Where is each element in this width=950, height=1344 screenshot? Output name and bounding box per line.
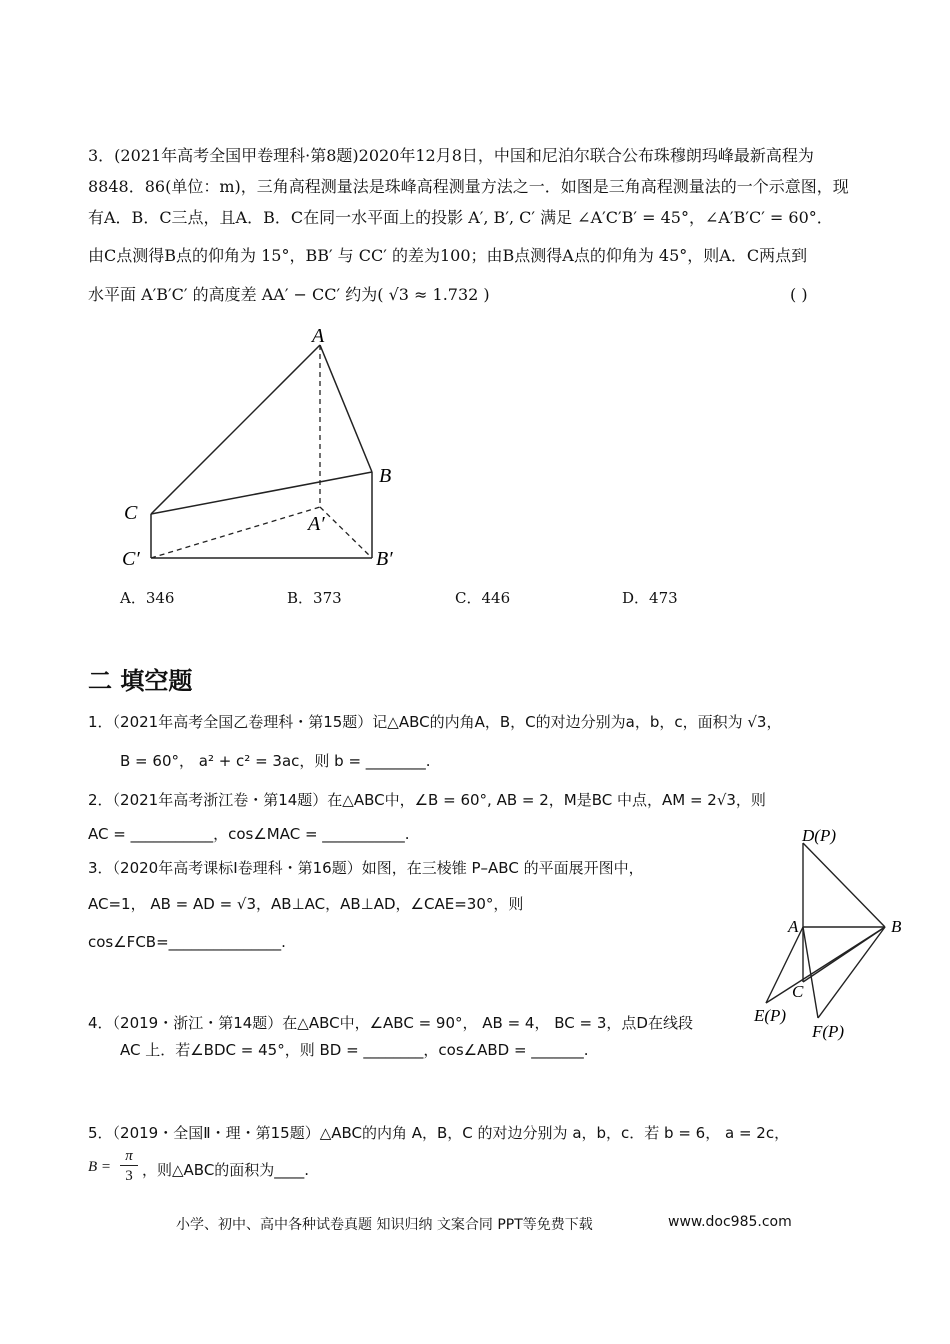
edge-A1-B1-dashed <box>320 507 372 558</box>
label-B-prime: B′ <box>376 548 393 570</box>
q5-tail: ，则△ABC的面积为____. <box>142 1161 310 1179</box>
label-D: D(P) <box>802 826 836 845</box>
q3-line2: 8848．86(单位：m)，三角高程测量法是珠峰高程测量方法之一．如图是三角高程测量法的一个示意图，现 <box>88 177 849 196</box>
section-title: 二 填空题 <box>88 667 193 695</box>
edge-A-F <box>803 927 818 1018</box>
option-a: A．346 <box>120 589 175 607</box>
tetrahedron-net-figure <box>752 825 912 1050</box>
option-d: D．473 <box>622 589 678 607</box>
option-c: C．446 <box>455 589 511 607</box>
edge-F-B <box>818 927 885 1018</box>
fraction-denominator: 3 <box>125 1168 133 1184</box>
q3-line5: 水平面 A′B′C′ 的高度差 AA′ − CC′ 约为( √3 ≈ 1.732 ) <box>88 285 490 304</box>
footer-left: 小学、初中、高中各种试卷真题 知识归纳 文案合同 PPT等免费下载 <box>176 1217 593 1233</box>
fill-q4-line2: AC 上．若∠BDC = 45°，则 BD = ________，cos∠ABD = _______. <box>120 1041 589 1059</box>
edge-A-C <box>151 345 320 514</box>
label-C: C <box>124 502 138 524</box>
fill-q3-line3: cos∠FCB=_______________. <box>88 933 286 951</box>
edge-A-B <box>320 345 372 472</box>
label-B: B <box>891 917 902 936</box>
label-C: C <box>792 982 804 1001</box>
fraction <box>120 1147 138 1186</box>
edge-C-B <box>151 472 372 514</box>
q3-line3: 有A．B．C三点，且A．B．C在同一水平面上的投影 A′, B′, C′ 满足 ∠A′C′B′ = 45°，∠A′B′C′ = 60°． <box>88 208 833 227</box>
fraction-numerator: π <box>120 1147 138 1166</box>
label-B: B <box>379 465 392 487</box>
edge-D-B <box>803 843 885 927</box>
label-A: A <box>312 325 325 347</box>
fill-q3-line2: AC=1， AB = AD = √3，AB⊥AC，AB⊥AD，∠CAE=30°，则 <box>88 895 524 913</box>
edge-C1-A1-dashed <box>151 507 320 558</box>
q3-line4: 由C点测得B点的仰角为 15°，BB′ 与 CC′ 的差为100；由B点测得A点的仰角为 45°，则A．C两点到 <box>88 246 808 265</box>
fill-q3-line1: 3．（2020年高考课标Ⅰ卷理科・第16题）如图，在三棱锥 P–ABC 的平面展开图中， <box>88 859 644 877</box>
triangulation-figure <box>110 325 410 575</box>
fill-q5-line1: 5．（2019・全国Ⅱ・理・第15题）△ABC的内角 A，B，C 的对边分别为 a，b，c．若 b = 6， a = 2c， <box>88 1124 790 1142</box>
fill-q4-line1: 4．（2019・浙江・第14题）在△ABC中，∠ABC = 90°， AB = 4， BC = 3，点D在线段 <box>88 1014 693 1032</box>
footer-url: www.doc985.com <box>668 1214 792 1230</box>
label-A: A <box>788 917 799 936</box>
b-equals: B = <box>88 1159 112 1175</box>
q3-line1: 3．(2021年高考全国甲卷理科·第8题)2020年12月8日，中国和尼泊尔联合公布珠穆朗玛峰最新高程为 <box>88 146 814 165</box>
option-b: B．373 <box>287 589 342 607</box>
fill-q2-line2: AC = ___________，cos∠MAC = ___________. <box>88 825 410 843</box>
q3-answer-paren: ( ) <box>790 285 808 304</box>
fill-q1-line2: B = 60°， a² + c² = 3ac，则 b = ________. <box>120 752 431 770</box>
fill-q1-line1: 1．（2021年高考全国乙卷理科・第15题）记△ABC的内角A，B，C的对边分别为a，b，c，面积为 √3， <box>88 713 782 731</box>
label-E: E(P) <box>754 1006 787 1025</box>
fill-q2-line1: 2．（2021年高考浙江卷・第14题）在△ABC中，∠B = 60°, AB = 2，M是BC 中点，AM = 2√3，则 <box>88 791 766 809</box>
label-F: F(P) <box>812 1022 845 1041</box>
label-A-prime: A′ <box>308 513 325 535</box>
label-C-prime: C′ <box>122 548 140 570</box>
